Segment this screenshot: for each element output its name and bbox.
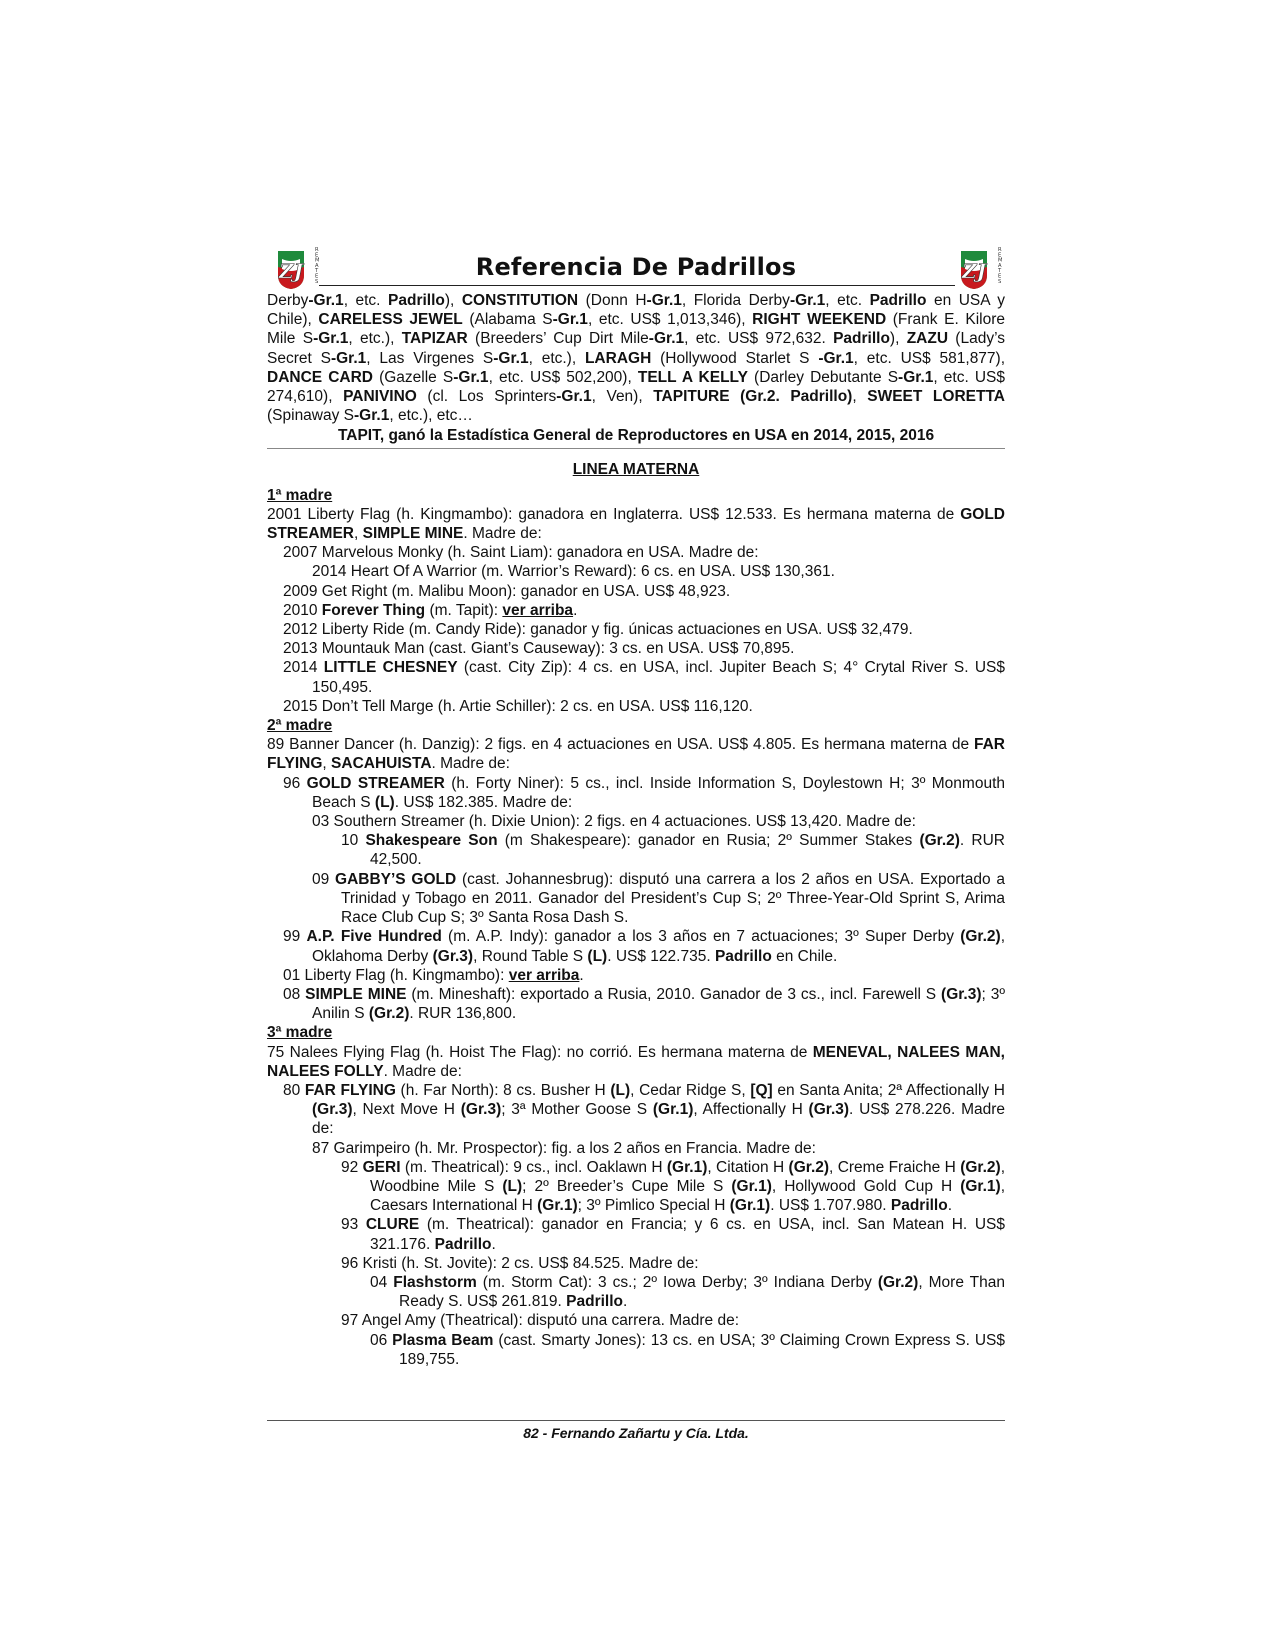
maternal-line-list — [267, 486, 1005, 1369]
bold-text: (Gr.3) — [312, 1101, 353, 1119]
offspring-entry — [267, 658, 1005, 696]
text-run: 93 — [341, 1216, 366, 1234]
text-run: en USA y Chile), — [267, 292, 1005, 329]
bold-text: Shakespeare Son — [365, 832, 498, 850]
bold-text: (Gr.3) — [460, 1101, 502, 1119]
bold-text: A.P. Five Hundred — [306, 928, 442, 946]
text-run: . — [947, 1197, 953, 1215]
bold-text: -Gr.1 — [646, 292, 682, 309]
text-run: 10 — [341, 832, 366, 850]
offspring-entry — [267, 697, 1005, 716]
text-run: . — [579, 966, 584, 984]
text-run: 2015 Don’t Tell Marge (h. Artie Schiller): 2 cs. en USA. US$ 116,120. — [283, 697, 753, 715]
text-run: , etc. US$ 274,610), — [267, 368, 1005, 406]
text-run: , Ven), — [591, 388, 654, 406]
bold-text: -Gr.1 — [308, 292, 344, 309]
statistics-line: TAPIT, ganó la Estadística General de Reproductores en USA en 2014, 2015, 2016 — [267, 427, 1005, 449]
bold-text: (L) — [502, 1177, 523, 1195]
cross-reference-link: ver arriba — [502, 601, 574, 619]
text-run: , Citation H — [707, 1158, 789, 1176]
text-run: 92 — [341, 1158, 363, 1176]
text-run: Derby — [267, 292, 309, 309]
text-run: (cast. Smarty Jones): 13 cs. en USA; 3º Claiming Crown Express S. US$ 189,755. — [399, 1331, 1005, 1368]
text-run: , Florida Derby — [681, 292, 790, 309]
page-footer: 82 - Fernando Zañartu y Cía. Ltda. — [267, 1420, 1005, 1441]
bold-text: (L) — [374, 793, 395, 811]
bold-text: -Gr.1 — [556, 388, 592, 406]
text-run: 80 — [283, 1081, 305, 1099]
bold-text: Flashstorm — [393, 1273, 477, 1291]
text-run: (m Shakespeare): ganador en Rusia; 2º Summer Stakes — [497, 832, 920, 850]
bold-text: -Gr.1 — [898, 368, 934, 386]
text-run: , etc. — [343, 292, 389, 309]
bold-text: -Gr.1 — [330, 349, 367, 367]
offspring-entry — [267, 831, 1005, 869]
text-run: . — [623, 1293, 628, 1311]
bold-text: Padrillo — [890, 1197, 948, 1215]
offspring-entry — [267, 927, 1005, 965]
text-run: , etc.), etc… — [389, 407, 473, 425]
offspring-entry — [267, 562, 1005, 581]
section-title-linea-materna: LINEA MATERNA — [572, 461, 700, 479]
text-run: . RUR 136,800. — [409, 1005, 517, 1023]
bold-text: SIMPLE MINE — [305, 985, 407, 1003]
bold-text: -Gr.1 — [552, 311, 588, 329]
bold-text: (Gr.1) — [666, 1158, 708, 1176]
dam-entry — [267, 1043, 1005, 1081]
bold-text: Plasma Beam — [392, 1331, 494, 1349]
bold-text: TAPIZAR — [401, 330, 468, 348]
bold-text: Padrillo — [566, 1293, 624, 1311]
bold-text: (Gr.3) — [941, 985, 982, 1003]
text-run: 08 — [283, 985, 306, 1003]
text-run: 87 Garimpeiro (h. Mr. Prospector): fig. a los 2 años en Francia. Madre de: — [312, 1139, 816, 1157]
text-run: 06 — [370, 1331, 393, 1349]
header-rule — [319, 285, 955, 286]
text-run: , etc. US$ 972,632. — [684, 330, 834, 348]
text-run: , Round Table S — [473, 947, 588, 965]
bold-text: LITTLE CHESNEY — [323, 659, 458, 677]
bold-text: (Gr.2) — [960, 1158, 1001, 1176]
bold-text: GABBY’S GOLD — [335, 870, 457, 888]
text-run: (m. Tapit): — [425, 601, 503, 619]
text-run: (m. Theatrical): ganador en Francia; y 6 cs. en USA, incl. San Matean H. US$ 321.176. — [370, 1216, 1005, 1253]
text-run: en Chile. — [771, 947, 838, 965]
bold-text: Padrillo — [714, 947, 772, 965]
text-run: 2013 Mountauk Man (cast. Giant’s Causeway): 3 cs. en USA. US$ 70,895. — [283, 640, 795, 658]
offspring-entry — [267, 1331, 1005, 1369]
bold-text: -Gr.1 — [354, 407, 390, 425]
bold-text: MENEVAL, NALEES MAN, NALEES FOLLY — [267, 1043, 1005, 1080]
bold-text: SWEET LORETTA — [867, 388, 1005, 406]
document-title: Referencia De Padrillos — [475, 253, 797, 281]
bold-text: GERI — [362, 1158, 401, 1176]
dam-heading: 2ª madre — [267, 717, 333, 735]
bold-text: -Gr.1 — [789, 292, 826, 309]
text-run: en Santa Anita; 2ª Affectionally H — [772, 1081, 1005, 1099]
bold-text: LARAGH — [584, 349, 652, 367]
text-run: 75 Nalees Flying Flag (h. Hoist The Flag): no corrió. Es hermana materna de — [267, 1043, 813, 1061]
document-page — [267, 245, 1005, 1369]
offspring-entry — [267, 1273, 1005, 1311]
text-run: , Oklahoma Derby — [312, 928, 1005, 965]
bold-text: (Gr.2) — [368, 1005, 410, 1023]
text-run: (Breeders’ Cup Dirt Mile — [467, 330, 649, 348]
text-run: , — [852, 388, 868, 406]
bold-text: (L) — [610, 1081, 631, 1099]
text-run: , etc. US$ 1,013,346), — [587, 311, 753, 329]
bold-text: (Gr.1) — [731, 1177, 772, 1195]
bold-text: (Gr.1) — [729, 1197, 771, 1215]
text-run: 89 Banner Dancer (h. Danzig): 2 figs. en 4 actuaciones en USA. US$ 4.805. Es hermana materna de — [267, 736, 974, 754]
bold-text: Padrillo — [434, 1235, 492, 1253]
text-run: , Affectionally H — [693, 1101, 809, 1119]
bold-text: FAR FLYING — [267, 736, 1005, 773]
text-run: , Las Virgenes S — [366, 349, 494, 367]
offspring-entry — [267, 985, 1005, 1023]
text-run: 97 Angel Amy (Theatrical): disputó una carrera. Madre de: — [341, 1312, 740, 1330]
text-run: 2014 — [283, 659, 324, 677]
text-run: . US$ 122.735. — [607, 947, 715, 965]
text-run: , Hollywood Gold Cup H — [771, 1177, 961, 1195]
bold-text: Padrillo — [388, 292, 445, 309]
text-run: ; 2º Breeder’s Cupe Mile S — [522, 1177, 732, 1195]
text-run: (Lady’s Secret S — [267, 330, 1005, 367]
bold-text: Padrillo — [833, 330, 890, 348]
bold-text: RIGHT WEEKEND — [752, 311, 887, 329]
text-run: . RUR 42,500. — [370, 832, 1005, 869]
bold-text: FAR FLYING — [304, 1081, 396, 1099]
text-run: 96 — [283, 774, 307, 792]
text-run: . US$ 182.385. Madre de: — [394, 793, 573, 811]
svg-text:REMATES: R E M A T E S — [998, 247, 1003, 285]
bold-text: CARELESS JEWEL — [318, 311, 463, 329]
bold-text: CONSTITUTION — [461, 292, 579, 309]
text-run: 2009 Get Right (m. Malibu Moon): ganador en USA. US$ 48,923. — [283, 582, 731, 600]
zj-remates-logo-right — [955, 245, 1007, 291]
text-run: . US$ 278.226. Madre de: — [312, 1101, 1005, 1138]
text-run: (m. Mineshaft): exportado a Rusia, 2010. Ganador de 3 cs., incl. Farewell S — [406, 985, 942, 1003]
text-run: , Caesars International H — [370, 1177, 1006, 1215]
svg-text:ZJ: ZJ — [961, 259, 987, 283]
offspring-entry — [267, 601, 1005, 620]
text-run: (Donn H — [578, 292, 647, 309]
text-run: 03 Southern Streamer (h. Dixie Union): 2 figs. en 4 actuaciones. US$ 13,420. Madre de: — [312, 813, 916, 831]
text-run: , etc.), — [528, 349, 585, 367]
offspring-entry — [267, 1081, 1005, 1139]
text-run: . Madre de: — [431, 755, 510, 773]
bold-text: GOLD STREAMER — [267, 505, 1005, 543]
text-run: (Darley Debutante S — [747, 368, 899, 386]
svg-text:ZJ: ZJ — [278, 259, 304, 283]
text-run: (m. A.P. Indy): ganador a los 3 años en 7 actuaciones; 3º Super Derby — [441, 928, 961, 946]
bold-text: PANIVINO — [343, 388, 417, 406]
offspring-entry — [267, 966, 1005, 985]
svg-text:REMATES: R E M A T E S — [315, 247, 320, 285]
bold-text: Forever Thing — [321, 601, 426, 619]
offspring-entry — [267, 543, 1005, 562]
text-run: 04 — [370, 1273, 394, 1291]
text-run: , etc. US$ 581,877), — [853, 349, 1006, 367]
bold-text: (L) — [587, 947, 608, 965]
text-run: (m. Storm Cat): 3 cs.; 2º Iowa Derby; 3º Indiana Derby — [476, 1273, 878, 1291]
offspring-entry — [267, 582, 1005, 601]
page-header — [267, 245, 1005, 291]
offspring-entry — [267, 812, 1005, 831]
text-run: 2014 Heart Of A Warrior (m. Warrior’s Reward): 6 cs. en USA. US$ 130,361. — [312, 563, 835, 581]
text-run: (Gazelle S — [372, 368, 454, 386]
bold-text: [Q] — [750, 1081, 773, 1099]
bold-text: (Gr.2) — [788, 1158, 830, 1176]
text-run: (cast. City Zip): 4 cs. en USA, incl. Jupiter Beach S; 4° Crytal River S. US$ 150,495. — [312, 659, 1005, 696]
dam-entry — [267, 735, 1005, 773]
text-run: , — [322, 755, 332, 773]
text-run: (Frank E. Kilore Mile S — [267, 311, 1005, 348]
offspring-entry — [267, 639, 1005, 658]
bold-text: (Gr.3) — [808, 1101, 850, 1119]
text-run: , Cedar Ridge S, — [630, 1081, 751, 1099]
offspring-entry — [267, 1254, 1005, 1273]
sire-progeny-paragraph — [267, 291, 1005, 425]
bold-text: (Gr.2) — [877, 1273, 919, 1291]
text-run: 01 Liberty Flag (h. Kingmambo): — [283, 966, 509, 984]
text-run: . — [573, 601, 578, 619]
text-run: , etc.), — [348, 330, 402, 348]
text-run: 2010 — [283, 601, 322, 619]
text-run: (Spinaway S — [267, 407, 355, 425]
text-run: . — [491, 1235, 496, 1253]
dam-entry — [267, 505, 1005, 543]
bold-text: -Gr.1 — [648, 330, 685, 348]
bold-text: CLURE — [365, 1216, 420, 1234]
text-run: (Hollywood Starlet S — [651, 349, 819, 367]
text-run: , More Than Ready S. US$ 261.819. — [399, 1273, 1005, 1311]
bold-text: (Gr.2) — [919, 832, 960, 850]
text-run: , — [353, 525, 363, 543]
text-run: ; 3º Anilin S — [312, 985, 1005, 1023]
text-run: 2001 Liberty Flag (h. Kingmambo): ganadora en Inglaterra. US$ 12.533. Es hermana materna de — [267, 505, 961, 523]
bold-text: TELL A KELLY — [637, 368, 748, 386]
text-run: (h. Far North): 8 cs. Busher H — [395, 1081, 611, 1099]
dam-heading: 3ª madre — [267, 1024, 333, 1042]
offspring-entry — [267, 774, 1005, 812]
bold-text: ZAZU — [906, 330, 949, 348]
text-run: , Creme Fraiche H — [829, 1158, 961, 1176]
text-run: 09 — [312, 870, 336, 888]
text-run: 96 Kristi (h. St. Jovite): 2 cs. US$ 84.525. Madre de: — [341, 1254, 699, 1272]
text-run: (cl. Los Sprinters — [416, 388, 557, 406]
text-run: ), — [889, 330, 907, 348]
offspring-entry — [267, 870, 1005, 928]
bold-text: -Gr.1 — [493, 349, 529, 367]
cross-reference-link: ver arriba — [508, 966, 580, 984]
bold-text: SIMPLE MINE — [362, 525, 464, 543]
bold-text: GOLD STREAMER — [306, 774, 445, 792]
text-run: 99 — [283, 928, 307, 946]
text-run: ; 3º Pimlico Special H — [577, 1197, 730, 1215]
text-run: (cast. Johannesbrug): disputó una carrera a los 2 años en USA. Exportado a Trinidad y Tobago en 2011. Ganador del President’s Cup S; 2º Three-Year-Old Sprint S, Arima Race Club Cup S; 3º Santa Rosa Dash S. — [341, 870, 1005, 927]
text-run: (Alabama S — [462, 311, 553, 329]
bold-text: (Gr.1) — [960, 1177, 1001, 1195]
text-run: (m. Theatrical): 9 cs., incl. Oaklawn H — [400, 1158, 667, 1176]
offspring-entry — [267, 1215, 1005, 1253]
text-run: . US$ 1.707.980. — [770, 1197, 891, 1215]
text-run: ), — [444, 292, 462, 309]
text-run: 2007 Marvelous Monky (h. Saint Liam): ganadora en USA. Madre de: — [283, 544, 759, 562]
text-run: , etc. US$ 502,200), — [488, 368, 638, 386]
offspring-entry — [267, 1311, 1005, 1330]
text-run: , etc. — [825, 292, 870, 309]
dam-heading: 1ª madre — [267, 486, 333, 504]
text-run: 2012 Liberty Ride (m. Candy Ride): ganador y fig. únicas actuaciones en USA. US$ 32,479. — [283, 621, 913, 639]
text-run: , Woodbine Mile S — [370, 1158, 1005, 1195]
bold-text: (Gr.2) — [960, 928, 1001, 946]
offspring-entry — [267, 1158, 1005, 1216]
text-run: , Next Move H — [352, 1101, 461, 1119]
bold-text: (Gr.1) — [537, 1197, 578, 1215]
bold-text: -Gr.1 — [453, 368, 489, 386]
bold-text: TAPITURE (Gr.2. Padrillo) — [653, 388, 853, 406]
bold-text: -Gr.1 — [818, 349, 854, 367]
bold-text: Padrillo — [869, 292, 927, 309]
text-run: ; 3ª Mother Goose S — [501, 1101, 653, 1119]
bold-text: SACAHUISTA — [331, 755, 432, 773]
bold-text: (Gr.3) — [432, 947, 474, 965]
bold-text: DANCE CARD — [267, 368, 373, 386]
text-run: . Madre de: — [463, 525, 542, 543]
offspring-entry — [267, 1139, 1005, 1158]
text-run: (h. Forty Niner): 5 cs., incl. Inside Information S, Doylestown H; 3º Monmouth Beach S — [312, 774, 1005, 811]
offspring-entry — [267, 620, 1005, 639]
bold-text: -Gr.1 — [313, 330, 349, 348]
bold-text: (Gr.1) — [652, 1101, 694, 1119]
text-run: . Madre de: — [383, 1062, 462, 1080]
